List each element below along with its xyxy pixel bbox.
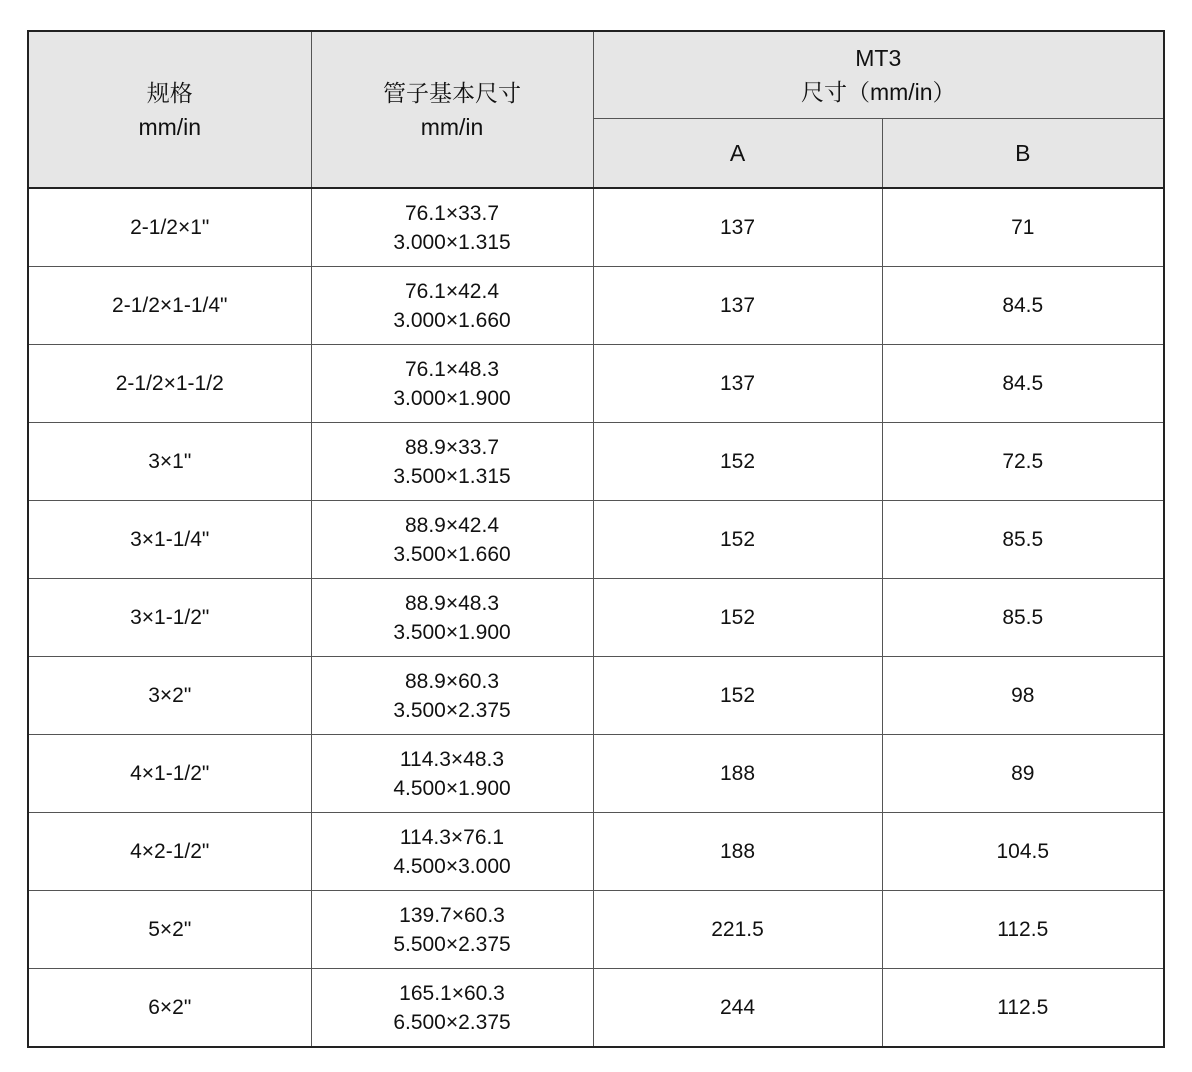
- dimension-a-cell: 152: [593, 501, 882, 579]
- pipe-size-cell: [311, 969, 593, 1048]
- pipe-header-title: 管子基本尺寸: [383, 79, 521, 106]
- pipe-size-in: 6.500×2.375: [393, 1010, 511, 1034]
- spec-column-header: [28, 31, 311, 188]
- spec-header-unit: mm/in: [138, 113, 202, 140]
- spec-cell: 2-1/2×1-1/4": [28, 267, 311, 345]
- dimension-b-cell: 72.5: [882, 423, 1164, 501]
- table-row: [28, 579, 1164, 657]
- dimension-b-cell: 112.5: [882, 891, 1164, 969]
- dimension-a-cell: 188: [593, 813, 882, 891]
- pipe-size-in: 3.500×1.315: [393, 464, 511, 488]
- table-body: [28, 188, 1164, 1047]
- spec-cell: 6×2": [28, 969, 311, 1048]
- spec-cell: 4×2-1/2": [28, 813, 311, 891]
- column-b-header: B: [882, 119, 1164, 189]
- pipe-size-in: 3.000×1.900: [393, 386, 511, 410]
- dimension-a-cell: 152: [593, 579, 882, 657]
- spec-cell: 2-1/2×1-1/2: [28, 345, 311, 423]
- pipe-size-in: 3.000×1.315: [393, 230, 511, 254]
- table-header: [28, 31, 1164, 188]
- pipe-size-mm: 76.1×33.7: [404, 201, 499, 225]
- pipe-size-cell: [311, 891, 593, 969]
- pipe-size-column-header: [311, 31, 593, 188]
- dimension-b-cell: 104.5: [882, 813, 1164, 891]
- pipe-size-mm: 88.9×48.3: [404, 591, 499, 615]
- pipe-size-cell: [311, 345, 593, 423]
- table-row: [28, 813, 1164, 891]
- pipe-size-in: 3.500×2.375: [393, 698, 511, 722]
- spec-cell: 3×1-1/2": [28, 579, 311, 657]
- spec-cell: 3×1": [28, 423, 311, 501]
- dimension-a-cell: 152: [593, 423, 882, 501]
- pipe-size-mm: 76.1×42.4: [404, 279, 499, 303]
- table-row: [28, 891, 1164, 969]
- spec-cell: 5×2": [28, 891, 311, 969]
- table-row: [28, 501, 1164, 579]
- table-row: [28, 735, 1164, 813]
- pipe-size-cell: [311, 735, 593, 813]
- spec-cell: 3×1-1/4": [28, 501, 311, 579]
- pipe-size-mm: 88.9×42.4: [404, 513, 499, 537]
- dimension-a-cell: 221.5: [593, 891, 882, 969]
- table-row: [28, 657, 1164, 735]
- spec-header-title: 规格: [146, 79, 193, 106]
- dimension-b-cell: 85.5: [882, 579, 1164, 657]
- pipe-size-in: 3.500×1.660: [393, 542, 511, 566]
- dimension-a-cell: 244: [593, 969, 882, 1048]
- dimension-b-cell: 89: [882, 735, 1164, 813]
- pipe-size-in: 3.500×1.900: [393, 620, 511, 644]
- table-row: [28, 969, 1164, 1048]
- mt3-header-title: MT3: [855, 45, 902, 71]
- dimension-a-cell: 152: [593, 657, 882, 735]
- dimension-b-cell: 112.5: [882, 969, 1164, 1048]
- pipe-header-unit: mm/in: [420, 113, 484, 140]
- table-row: [28, 423, 1164, 501]
- pipe-size-mm: 88.9×60.3: [404, 669, 499, 693]
- pipe-size-mm: 114.3×48.3: [399, 747, 505, 771]
- pipe-size-mm: 139.7×60.3: [399, 903, 505, 927]
- dimension-table: [27, 30, 1165, 1048]
- dimension-a-cell: 137: [593, 267, 882, 345]
- table-row: [28, 188, 1164, 267]
- pipe-size-cell: [311, 188, 593, 267]
- dimension-b-cell: 84.5: [882, 345, 1164, 423]
- pipe-size-in: 3.000×1.660: [393, 308, 511, 332]
- pipe-size-mm: 76.1×48.3: [404, 357, 499, 381]
- pipe-size-in: 5.500×2.375: [393, 932, 511, 956]
- pipe-size-cell: [311, 501, 593, 579]
- dimension-b-cell: 85.5: [882, 501, 1164, 579]
- pipe-size-in: 4.500×1.900: [393, 776, 511, 800]
- dimension-b-cell: 98: [882, 657, 1164, 735]
- dimension-a-cell: 137: [593, 345, 882, 423]
- pipe-size-cell: [311, 579, 593, 657]
- dimension-a-cell: 137: [593, 188, 882, 267]
- dimension-b-cell: 71: [882, 188, 1164, 267]
- spec-cell: 2-1/2×1": [28, 188, 311, 267]
- pipe-size-mm: 165.1×60.3: [399, 981, 505, 1005]
- pipe-size-in: 4.500×3.000: [393, 854, 511, 878]
- pipe-size-cell: [311, 423, 593, 501]
- dimension-b-cell: 84.5: [882, 267, 1164, 345]
- dimension-a-cell: 188: [593, 735, 882, 813]
- spec-cell: 4×1-1/2": [28, 735, 311, 813]
- column-a-header: A: [593, 119, 882, 189]
- pipe-size-cell: [311, 657, 593, 735]
- pipe-size-mm: 88.9×33.7: [404, 435, 499, 459]
- mt3-header-subtitle: 尺寸（mm/in）: [800, 79, 956, 105]
- pipe-size-cell: [311, 813, 593, 891]
- table-row: [28, 345, 1164, 423]
- pipe-size-cell: [311, 267, 593, 345]
- table-row: [28, 267, 1164, 345]
- pipe-size-mm: 114.3×76.1: [399, 825, 505, 849]
- mt3-group-header: [593, 31, 1164, 119]
- spec-cell: 3×2": [28, 657, 311, 735]
